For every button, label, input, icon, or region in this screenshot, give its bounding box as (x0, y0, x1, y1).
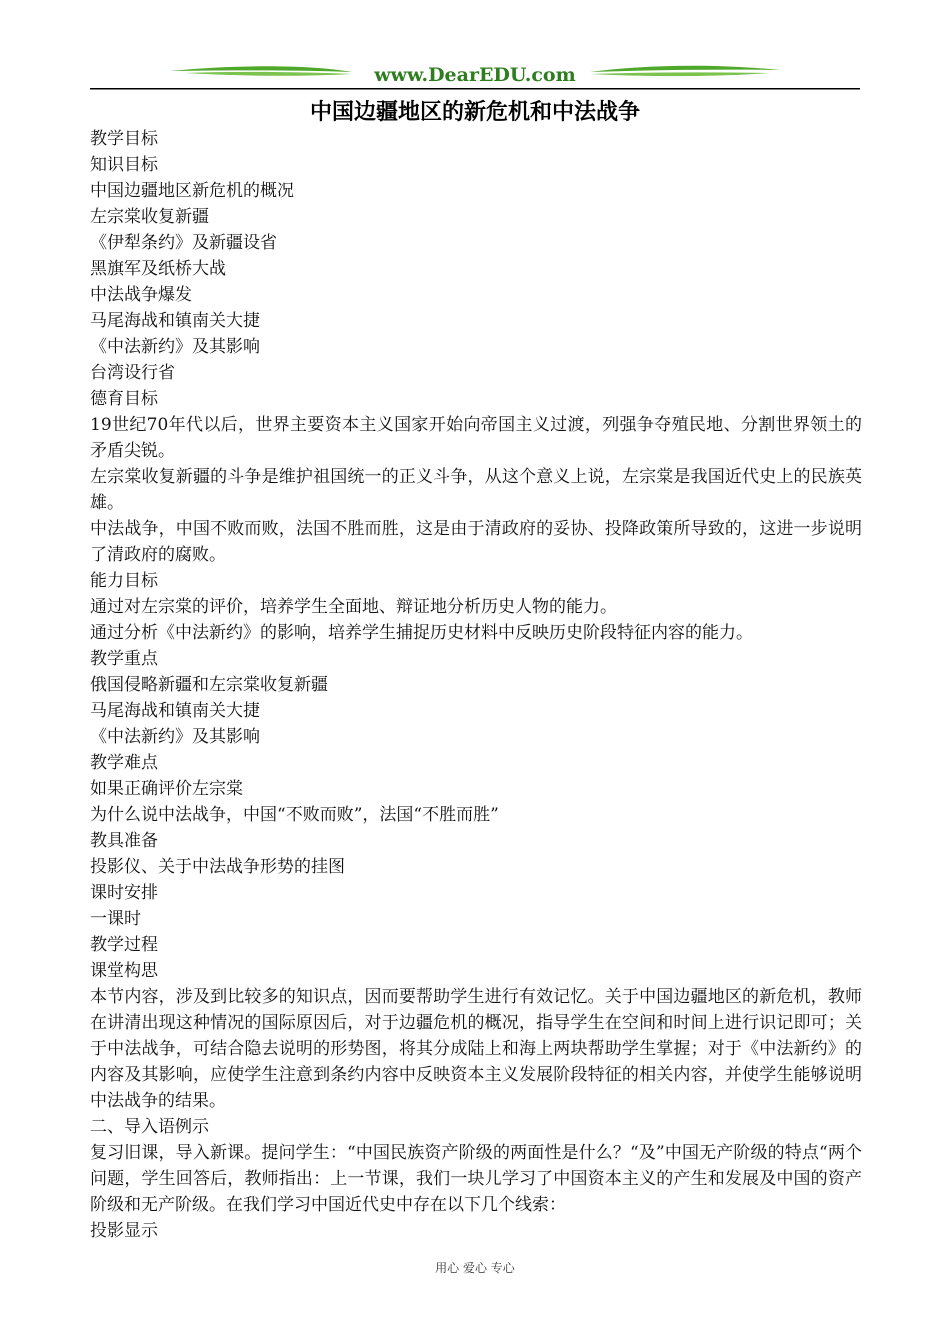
site-header-banner (90, 58, 860, 92)
body-paragraph: 马尾海战和镇南关大捷 (90, 311, 260, 331)
page-footer: 用心 爱心 专心 (435, 1261, 515, 1275)
body-paragraph: 黑旗军及纸桥大战 (90, 259, 226, 279)
body-paragraph: 《伊犁条约》及新疆设省 (90, 233, 277, 253)
right-swoosh-tail (590, 72, 770, 76)
body-paragraph: 复习旧课，导入新课。提问学生：“中国民族资产阶级的两面性是什么？“及”中国无产阶级的特点“两个问题，学生回答后，教师指出：上一节课，我们一块儿学习了中国资本主义的产生和发展及中国的资产阶级和无产阶级。在我们学习中国近代史中存在以下几个线索： (90, 1143, 862, 1215)
document-title: 中国边疆地区的新危机和中法战争 (309, 100, 640, 125)
body-paragraph: 二、导入语例示 (90, 1117, 209, 1137)
body-paragraph: 中法战争，中国不败而败，法国不胜而胜，这是由于清政府的妥协、投降政策所导致的，这进一步说明了清政府的腐败。 (90, 519, 862, 565)
body-paragraph: 教具准备 (90, 831, 158, 851)
body-paragraph: 马尾海战和镇南关大捷 (90, 701, 260, 721)
body-paragraph: 教学目标 (90, 129, 158, 149)
body-paragraph: 通过分析《中法新约》的影响，培养学生捕捉历史材料中反映历史阶段特征内容的能力。 (90, 623, 753, 643)
body-paragraph: 投影仪、关于中法战争形势的挂图 (90, 857, 345, 877)
body-paragraph: 一课时 (90, 909, 141, 929)
body-paragraph: 为什么说中法战争，中国“不败而败”，法国“不胜而胜” (90, 805, 499, 825)
brand-text: www.DearEDU.com (374, 64, 576, 86)
header-rule (90, 88, 860, 90)
body-paragraph: 知识目标 (90, 155, 158, 175)
body-paragraph: 中国边疆地区新危机的概况 (90, 181, 294, 201)
left-swoosh (170, 66, 352, 72)
body-paragraph: 能力目标 (90, 571, 158, 591)
left-swoosh-tail (185, 72, 352, 76)
body-paragraph: 左宗棠收复新疆 (90, 207, 209, 227)
body-paragraph: 课时安排 (90, 883, 158, 903)
body-paragraph: 19世纪70年代以后，世界主要资本主义国家开始向帝国主义过渡，列强争夺殖民地、分割世界领土的矛盾尖锐。 (90, 415, 862, 461)
body-paragraph: 教学难点 (90, 753, 158, 773)
body-paragraph: 通过对左宗棠的评价，培养学生全面地、辩证地分析历史人物的能力。 (90, 597, 617, 617)
document-body (90, 126, 862, 1244)
header-swoosh-graphic (90, 58, 860, 92)
body-paragraph: 中法战争爆发 (90, 285, 192, 305)
body-paragraph: 如果正确评价左宗棠 (90, 779, 243, 799)
body-paragraph: 俄国侵略新疆和左宗棠收复新疆 (90, 675, 328, 695)
body-paragraph: 课堂构思 (90, 961, 158, 981)
body-paragraph: 教学过程 (90, 935, 158, 955)
body-paragraph: 教学重点 (90, 649, 158, 669)
body-paragraph: 《中法新约》及其影响 (90, 337, 260, 357)
body-paragraph: 德育目标 (90, 389, 158, 409)
body-paragraph: 投影显示 (90, 1221, 158, 1241)
body-paragraph: 台湾设行省 (90, 363, 175, 383)
body-paragraph: 本节内容，涉及到比较多的知识点，因而要帮助学生进行有效记忆。关于中国边疆地区的新危机，教师在讲清出现这种情况的国际原因后，对于边疆危机的概况，指导学生在空间和时间上进行识记即可；关于中法战争，可结合隐去说明的形势图，将其分成陆上和海上两块帮助学生掌握；对于《中法新约》的内容及其影响，应使学生注意到条约内容中反映资本主义发展阶段特征的相关内容，并使学生能够说明中法战争的结果。 (90, 987, 862, 1111)
body-paragraph: 《中法新约》及其影响 (90, 727, 260, 747)
body-paragraph: 左宗棠收复新疆的斗争是维护祖国统一的正义斗争，从这个意义上说，左宗棠是我国近代史上的民族英雄。 (90, 467, 862, 513)
right-swoosh (590, 66, 780, 72)
